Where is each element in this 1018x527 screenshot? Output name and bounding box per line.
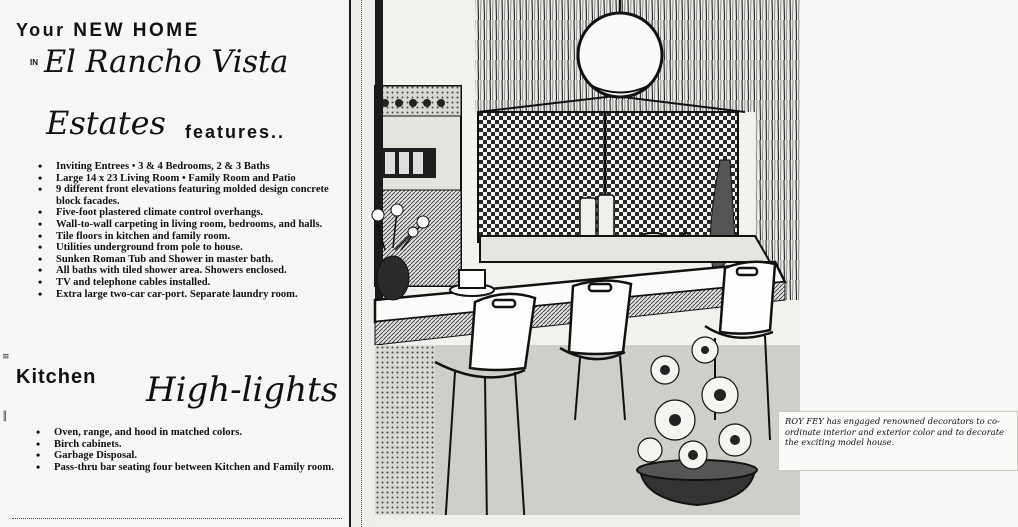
kitchen-drawing: [375, 0, 800, 527]
estate-name-line1: El Rancho Vista: [44, 44, 289, 80]
estate-name-line2: Estates: [46, 104, 166, 142]
features-heading: features..: [185, 122, 286, 142]
kitchen-list: [36, 427, 348, 473]
headline-your: Your: [16, 20, 66, 40]
kitchen-illustration: [375, 0, 1005, 527]
headline-new-home: NEW HOME: [73, 20, 200, 41]
list-item: • Extra large two-car car-port. Separate laundry room.: [38, 289, 348, 301]
kitchen-heading: Kitchen: [16, 366, 97, 388]
list-item: • 9 different front elevations featuring molded design concrete block facades.: [38, 184, 348, 207]
margin-mark: ≡: [2, 352, 10, 362]
list-item: • Utilities underground from pole to house.: [38, 242, 348, 254]
list-item: • Large 14 x 23 Living Room • Family Room and Patio: [38, 173, 348, 185]
bottom-rule: [12, 518, 342, 519]
headline-your-new-home: [16, 20, 200, 42]
list-item: • Oven, range, and hood in matched colors.: [36, 427, 348, 439]
list-item: • Wall-to-wall carpeting in living room, bedrooms, and halls.: [38, 219, 348, 231]
margin-mark: ║: [2, 412, 8, 422]
list-item: • Birch cabinets.: [36, 439, 348, 451]
list-item: • Tile floors in kitchen and family room.: [38, 231, 348, 243]
list-item: • Inviting Entrees • 3 & 4 Bedrooms, 2 & 3 Baths: [38, 161, 348, 173]
text-column: [0, 0, 356, 527]
list-item: • TV and telephone cables installed.: [38, 277, 348, 289]
decorator-caption: ROY FEY has engaged renowned decorators to co-ordinate interior and exterior color and to decorate the exciting model house.: [778, 411, 1018, 471]
list-item: • Pass-thru bar seating four between Kitchen and Family room.: [36, 462, 348, 474]
headline-in: IN: [30, 58, 38, 67]
list-item: • Sunken Roman Tub and Shower in master bath.: [38, 254, 348, 266]
coffee-cup: [459, 270, 485, 288]
list-item: • Garbage Disposal.: [36, 450, 348, 462]
highlights-script: High-lights: [146, 370, 339, 410]
list-item: • All baths with tiled shower area. Showers enclosed.: [38, 265, 348, 277]
list-item: • Five-foot plastered climate control overhangs.: [38, 207, 348, 219]
features-list: [38, 161, 348, 300]
